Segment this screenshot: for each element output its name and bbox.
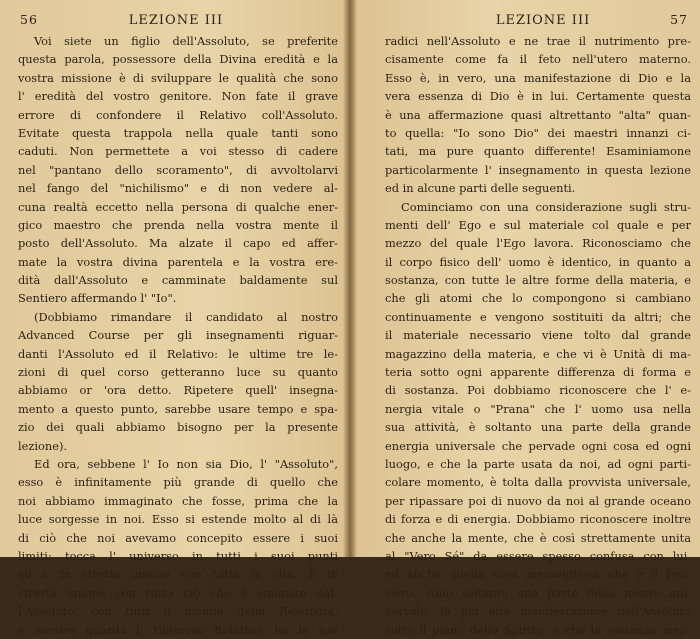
text-line: caduti. Non permettete a voi stesso di cadere [18, 144, 338, 159]
text-line: Advanced Course per gli insegnamenti riguar- [18, 328, 338, 343]
text-line: Sentiero affermando l' "Io". [18, 291, 177, 306]
text-line: vera essenza di Dio è in lui. Certamente questa [385, 89, 691, 104]
text-line: magazzino della materia, e che vi è Unità di ma- [385, 346, 691, 361]
text-line: sostanza, con tutte le altre forme della materia, e [385, 273, 691, 288]
page-number: 56 [20, 12, 38, 27]
text-line: to quella: "Io sono Dio" dei maestri innanzi ci- [385, 125, 691, 140]
text-line: stretta unione con tutto ciò che è emanato dal- [18, 585, 338, 600]
text-line: nel "pantano dello scoramento", di avvoltolarvi [18, 162, 338, 177]
text-line: per ripassare poi di nuovo da noi al grande oceano [385, 493, 691, 508]
text-line: Esso è, in vero, una manifestazione di Dio e la [385, 70, 691, 85]
text-line: errore di confondere il Relativo coll'Assoluto. [18, 107, 338, 122]
text-line: limiti: tocca l' universo in tutti i suoi punti [18, 548, 338, 563]
right-page-header [400, 12, 688, 30]
text-line: gico maestro che prenda nella vostra mente il [18, 217, 338, 232]
right-page-text [385, 32, 691, 639]
book-gutter [343, 0, 357, 557]
page-header-title: LEZIONE III [495, 13, 591, 28]
left-page [0, 0, 350, 637]
text-line: tati, ma pure quanto differente! Esaminiamone [385, 144, 691, 159]
text-line: zioni di quel corso getteranno luce su quanto [18, 365, 338, 380]
text-line: Ed ora, sebbene l' Io non sia Dio, l' "Assoluto", [34, 456, 338, 471]
text-line: l'Assoluto, con tutti il mondo della Relatività, [18, 604, 338, 619]
left-page-text [18, 32, 338, 639]
text-line: e mentre guarda l' Universo Relativo, ha le sue [18, 622, 338, 637]
right-page [350, 0, 700, 637]
text-line: ed anche quella cosa meravigliosa che è il Pen- [385, 567, 691, 582]
text-line: particolarmente l' insegnamento in questa lezione [385, 162, 691, 177]
text-line: ed è in stretta unione con tutta la vita. È in [18, 567, 338, 582]
text-line: (Dobbiamo rimandare il candidato al nostro [34, 309, 338, 324]
text-line: siero, sono soltanto una parte della mente uni- [385, 585, 691, 600]
text-line: menti dell' Ego e sul materiale col quale e per [385, 217, 691, 232]
text-line: il materiale necessario viene tolto dal grande [385, 328, 691, 343]
text-line: luce sorgesse in noi. Esso si estende molto al di là [18, 512, 338, 527]
text-line: di sostanza. Poi dobbiamo riconoscere che l' e- [385, 383, 691, 398]
text-line: luogo, e che la parte usata da noi, ad ogni parti- [385, 456, 691, 471]
text-line: che gli atomi che lo compongono si cambiano [385, 291, 691, 306]
text-line: nergia vitale o "Prana" che l' uomo usa nella [385, 401, 691, 416]
page-number: 57 [670, 12, 688, 27]
text-line: l' eredità del vostro genitore. Non fate il grave [18, 89, 338, 104]
text-line: dità dall'Assoluto e camminate baldamente sul [18, 273, 338, 288]
text-line: vostra missione è di sviluppare le qualità che sono [18, 70, 338, 85]
text-line: mate la vostra divina parentela e la vostra ere- [18, 254, 338, 269]
text-line: Cominciamo con una considerazione sugli stru- [401, 199, 691, 214]
text-line: è una affermazione quasi altrettanto "alta" quan- [385, 107, 691, 122]
text-line: cisamente come fa il feto nell'utero materno. [385, 52, 691, 67]
text-line: abbiamo or 'ora detto. Ripetere quell' insegna- [18, 383, 338, 398]
text-line: lezione). [18, 438, 68, 453]
text-line: esso è infinitamente più grande di quello che [18, 475, 338, 490]
text-line: versale, la più alta manifestazione dell'Assoluto [385, 604, 691, 619]
text-line: ed in alcune parti delle seguenti. [385, 181, 576, 196]
text-line: mezzo del quale l'Ego lavora. Riconosciamo che [385, 236, 691, 251]
text-line: il corpo fisico dell' uomo è identico, in quanto a [385, 254, 691, 269]
text-line: noi abbiamo immaginato che fosse, prima che la [18, 493, 338, 508]
text-line: posto dell'Assoluto. Ma alzate il capo ed affer- [18, 236, 338, 251]
text-line: Evitate questa trappola nella quale tanti sono [18, 125, 338, 140]
text-line: radici nell'Assoluto e ne trae il nutrimento pre- [385, 34, 691, 48]
text-line: di ciò che noi avevamo concepito essere i suoi [18, 530, 338, 545]
text-line: colare momento, è tolta dalla provvista universale, [385, 475, 691, 490]
text-line: di forza e di energia. Dobbiamo riconoscere inoltre [385, 512, 691, 527]
text-line: danti l'Assoluto ed il Relativo: le ultime tre le- [18, 346, 338, 361]
text-line: energia universale che pervade ogni cosa ed ogni [385, 438, 691, 453]
text-line: al "Vero Sé" da essere spesso confusa con lui, [385, 548, 691, 563]
text-line: Voi siete un figlio dell'Assoluto, se preferite [34, 34, 338, 48]
left-page-header [20, 12, 330, 30]
text-line: questa parola, possessore della Divina eredità e la [18, 52, 338, 67]
page-header-title: LEZIONE III [128, 13, 224, 28]
text-line: mento a questo punto, sarebbe usare tempo e spa- [18, 401, 338, 416]
text-line: teria sotto ogni apparente differenza di forma e [385, 365, 691, 380]
text-line: nel fango del "nichilismo" e di non vedere al- [18, 181, 338, 196]
text-line: sotto il piano dello Spirito, e che la sostanza men- [385, 622, 691, 637]
text-line: continuamente e vengono sostituiti da altri; che [385, 309, 691, 324]
text-line: che anche la mente, che è così strettamente unita [385, 530, 691, 545]
text-line: zio dei quali abbiamo bisogno per la presente [18, 420, 338, 435]
text-line: sua attività, è soltanto una parte della grande [385, 420, 691, 435]
text-line: cuna realtà eccetto nella persona di qualche ener- [18, 199, 338, 214]
